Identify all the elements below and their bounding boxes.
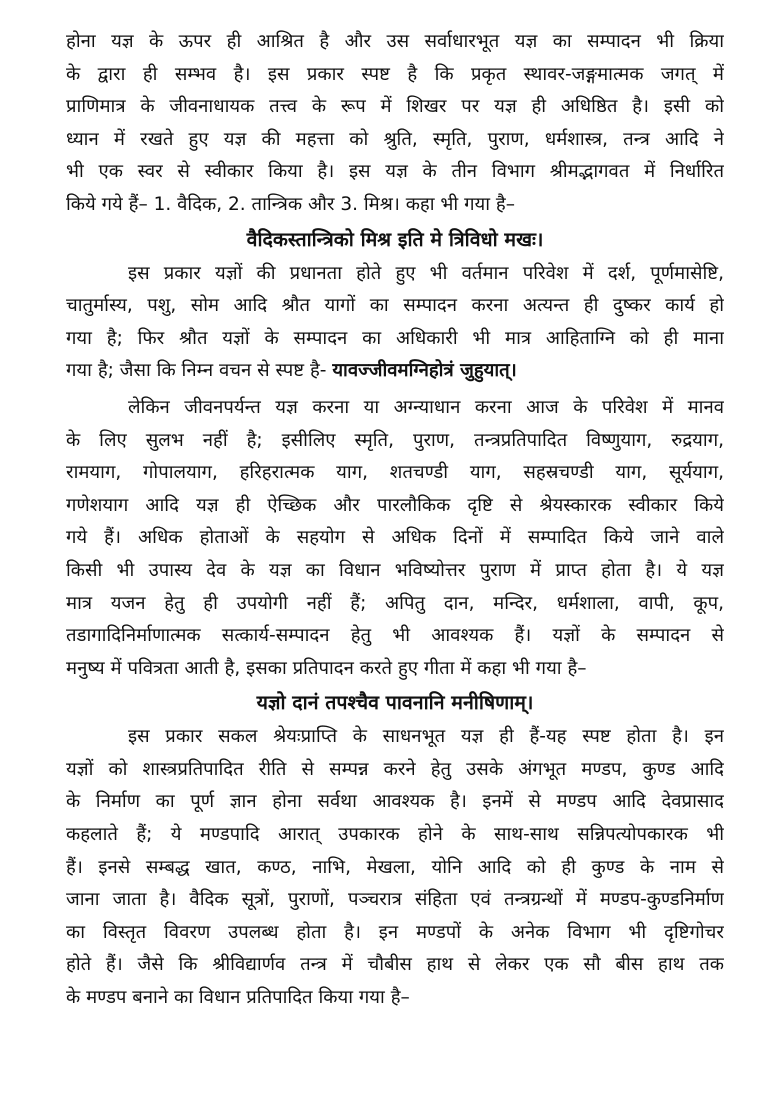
text-line: के निर्माण का पूर्ण ज्ञान होना सर्वथा आवश्यक है। इनमें से मण्डप आदि देवप्रासाद [66,791,724,813]
text-line: इस प्रकार यज्ञों की प्रधानता होते हुए भी वर्तमान परिवेश में दर्श, पूर्णमासेष्टि, [128,262,724,284]
text-line: हैं। इनसे सम्बद्ध खात, कण्ठ, नाभि, मेखला, योनि आदि को ही कुण्ड के नाम से [66,856,724,878]
text-line: गये हैं। अधिक होताओं के सहयोग से अधिक दिनों में सम्पादित किये जाने वाले [66,527,724,549]
text-line: कहलाते हैं; ये मण्डपादि आरात् उपकारक होने के साथ-साथ सन्निपत्योपकारक भी [66,824,724,846]
text-line: होते हैं। जैसे कि श्रीविद्यार्णव तन्त्र में चौबीस हाथ से लेकर एक सौ बीस हाथ तक [66,954,724,976]
paragraph-4 [66,721,724,1014]
document-page [66,26,724,1015]
text-line: किये गये हैं– 1. वैदिक, 2. तान्त्रिक और 3. मिश्र। कहा भी गया है– [66,193,515,215]
text-line: जाना जाता है। वैदिक सूत्रों, पुराणों, पञ्चरात्र संहिता एवं तन्त्रग्रन्थों में मण्डप-कुण्डनिर्माण [66,889,724,911]
text-line: किसी भी उपास्य देव के यज्ञ का विधान भविष्योत्तर पुराण में प्राप्त होता है। ये यज्ञ [66,559,724,581]
verse-quote-1: वैदिकस्तान्त्रिको मिश्र इति मे त्रिविधो मखः। [246,227,544,251]
text-line: के लिए सुलभ नहीं है; इसीलिए स्मृति, पुराण, तन्त्रप्रतिपादित विष्णुयाग, रुद्रयाग, [66,429,724,451]
text-line: होना यज्ञ के ऊपर ही आश्रित है और उस सर्वाधारभूत यज्ञ का सम्पादन भी क्रिया [66,31,724,52]
text-line: भी एक स्वर से स्वीकार किया है। इस यज्ञ के तीन विभाग श्रीमद्भागवत में निर्धारित [66,161,724,183]
text-line: प्राणिमात्र के जीवनाधायक तत्त्व के रूप में शिखर पर यज्ञ ही अधिष्ठित है। इसी को [66,96,724,118]
text-line-with-quote [66,355,724,388]
text-line: रामयाग, गोपालयाग, हरिहरात्मक याग, शतचण्डी याग, सहस्रचण्डी याग, सूर्ययाग, [66,462,724,484]
text-line: तडागादिनिर्माणात्मक सत्कार्य-सम्पादन हेतु भी आवश्यक हैं। यज्ञों के सम्पादन से [66,625,724,647]
text-line: ध्यान में रखते हुए यज्ञ की महत्ता को श्रुति, स्मृति, पुराण, धर्मशास्त्र, तन्त्र आदि ने [66,128,724,150]
text-line: गणेशयाग आदि यज्ञ ही ऐच्छिक और पारलौकिक दृष्टि से श्रेयस्कारक स्वीकार किये [66,494,724,516]
paragraph-1 [66,26,724,222]
text-line: मनुष्य में पवित्रता आती है, इसका प्रतिपादन करते हुए गीता में कहा भी गया है– [66,657,587,679]
text-line: मात्र यजन हेतु ही उपयोगी नहीं हैं; अपितु दान, मन्दिर, धर्मशाला, वापी, कूप, [66,592,724,614]
verse-quote-2: यज्ञो दानं तपश्चैव पावनानि मनीषिणाम्। [256,691,534,715]
text-line: लेकिन जीवनपर्यन्त यज्ञ करना या अग्न्याधान करना आज के परिवेश में मानव [128,396,724,418]
paragraph-2 [66,258,724,388]
text-segment: गया है; जैसा कि निम्न वचन से स्पष्ट है- [66,360,333,382]
text-line: के मण्डप बनाने का विधान प्रतिपादित किया गया है– [66,987,410,1009]
text-line: के द्वारा ही सम्भव है। इस प्रकार स्पष्ट है कि प्रकृत स्थावर-जङ्गमात्मक जगत् में [66,63,724,85]
text-line: चातुर्मास्य, पशु, सोम आदि श्रौत यागों का सम्पादन करना अत्यन्त ही दुष्कर कार्य हो [66,295,724,317]
text-line: का विस्तृत विवरण उपलब्ध होता है। इन मण्डपों के अनेक विभाग भी दृष्टिगोचर [66,921,724,943]
text-line: गया है; फिर श्रौत यज्ञों के सम्पादन का अधिकारी भी मात्र आहिताग्नि को ही माना [66,327,724,349]
inline-quote: यावज्जीवमग्निहोत्रं जुहुयात्। [332,360,517,382]
paragraph-3 [66,392,724,685]
text-line: यज्ञों को शास्त्रप्रतिपादित रीति से सम्पन्न करने हेतु उसके अंगभूत मण्डप, कुण्ड आदि [66,758,724,780]
text-line: इस प्रकार सकल श्रेयःप्राप्ति के साधनभूत यज्ञ ही हैं-यह स्पष्ट होता है। इन [128,726,724,748]
